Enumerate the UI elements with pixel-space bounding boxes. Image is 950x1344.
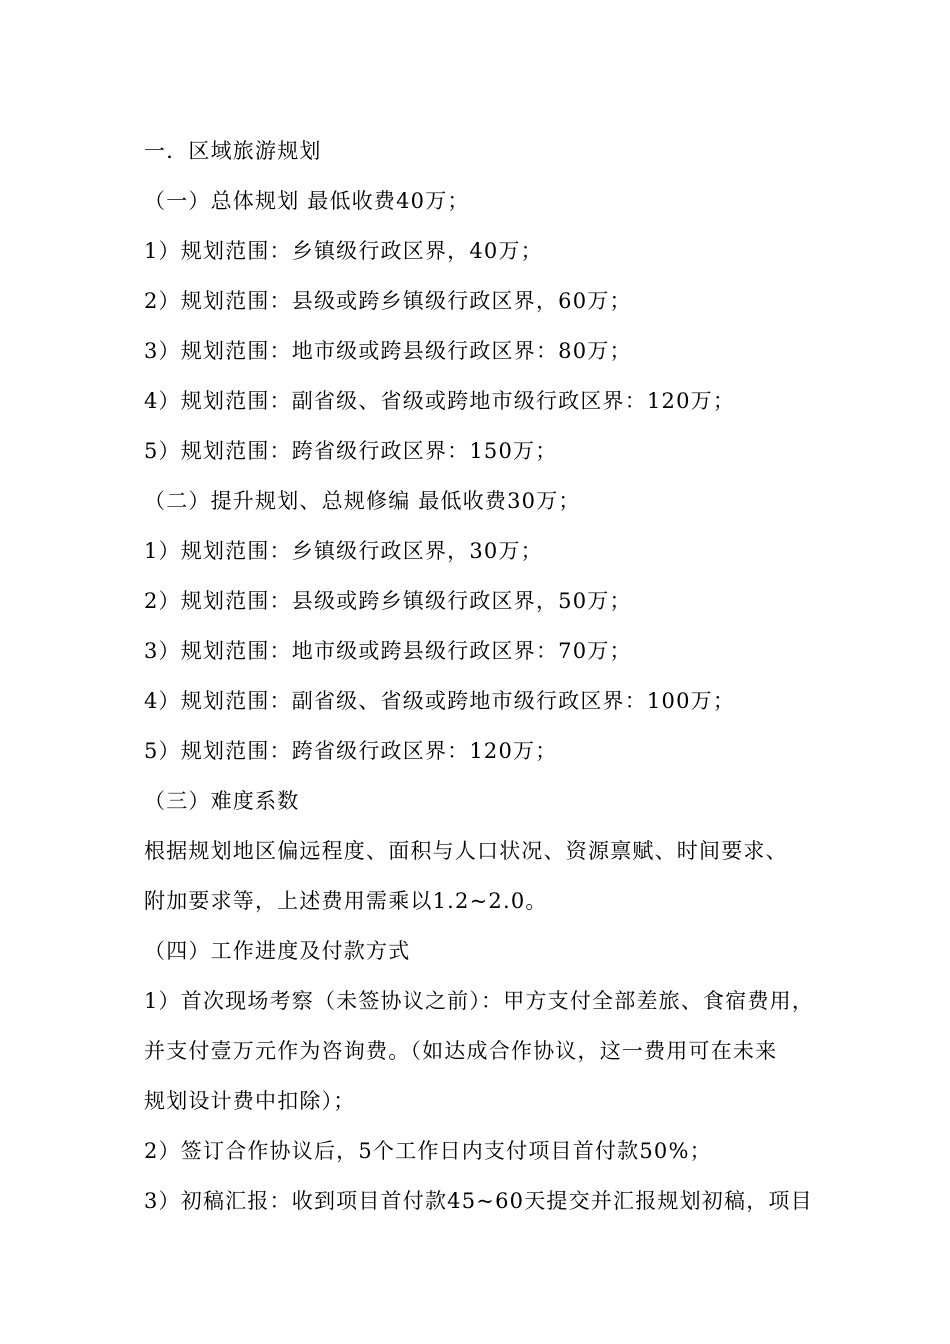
list-item: 4）规划范围：副省级、省级或跨地市级行政区界：100万； <box>144 689 736 713</box>
subsection-heading: （一）总体规划 最低收费40万； <box>144 189 470 213</box>
section-heading: 一．区域旅游规划 <box>144 139 322 163</box>
list-item: 5）规划范围：跨省级行政区界：150万； <box>144 439 558 463</box>
list-item: 3）规划范围：地市级或跨县级行政区界：80万； <box>144 339 632 363</box>
list-item: 4）规划范围：副省级、省级或跨地市级行政区界：120万； <box>144 389 736 413</box>
list-item: 2）规划范围：县级或跨乡镇级行政区界，50万； <box>144 589 632 613</box>
list-item: 3）初稿汇报：收到项目首付款45~60天提交并汇报规划初稿，项目 <box>144 1189 813 1213</box>
list-item: 1）规划范围：乡镇级行政区界，30万； <box>144 539 543 563</box>
paragraph-line: 并支付壹万元作为咨询费。（如达成合作协议，这一费用可在未来 <box>144 1039 778 1063</box>
subsection-heading: （二）提升规划、总规修编 最低收费30万； <box>144 489 581 513</box>
document-body <box>144 132 844 1232</box>
list-item: 3）规划范围：地市级或跨县级行政区界：70万； <box>144 639 632 663</box>
list-item: 1）首次现场考察（未签协议之前）：甲方支付全部差旅、食宿费用， <box>144 989 815 1013</box>
paragraph-line: 附加要求等，上述费用需乘以1.2~2.0。 <box>144 889 548 913</box>
subsection-heading: （四）工作进度及付款方式 <box>144 939 411 963</box>
paragraph-line: 规划设计费中扣除）； <box>144 1089 356 1113</box>
list-item: 1）规划范围：乡镇级行政区界，40万； <box>144 239 543 263</box>
paragraph-line: 根据规划地区偏远程度、面积与人口状况、资源禀赋、时间要求、 <box>144 839 788 863</box>
list-item: 2）规划范围：县级或跨乡镇级行政区界，60万； <box>144 289 632 313</box>
subsection-heading: （三）难度系数 <box>144 789 300 813</box>
list-item: 2）签订合作协议后，5个工作日内支付项目首付款50%； <box>144 1139 712 1163</box>
list-item: 5）规划范围：跨省级行政区界：120万； <box>144 739 558 763</box>
